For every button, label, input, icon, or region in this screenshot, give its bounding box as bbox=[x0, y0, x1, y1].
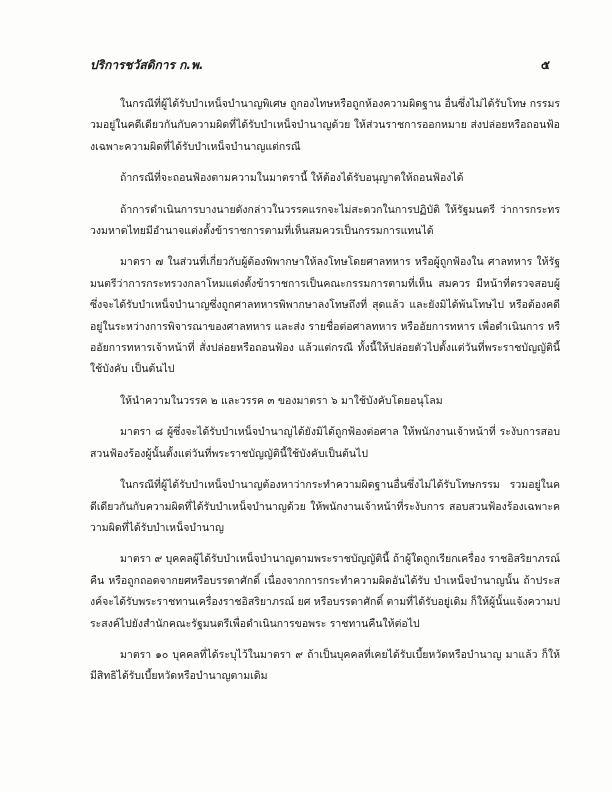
document-body bbox=[90, 94, 560, 688]
page-header bbox=[90, 56, 550, 78]
paragraph: ให้นำความในวรรค ๒ และวรรค ๓ ของมาตรา ๖ มาใช้บังคับโดยอนุโลม bbox=[120, 394, 443, 407]
paragraph-section-8: มาตรา ๘ ผู้ซึ่งจะได้รับบำเหน็จบำนาญได้ยังมิได้ถูกฟ้องต่อศาล ให้พนักงานเจ้าหน้าที่ ระงับการสอบสวนฟ้องร้องผู้นั้นตั้งแต่วันที่พระราชบัญญัตินี้ใช้บังคับเป็นต้นไป bbox=[90, 426, 560, 460]
page-number: ๕ bbox=[540, 58, 550, 72]
paragraph: ในกรณีที่ผู้ได้รับบำเหน็จบำนาญพิเศษ ถูกองไทษหรือถูกห้องความผิดฐาน อื่นซึ่งไม่ได้รับโทษ กรรมรวมอยู่ในคดีเดียวกันกับความผิดที่ได้รับบำเหน็จบำนาญด้วย ให้ส่วนราชการออกหมาย ส่งปล่อยหรือถอนฟ้องเฉพาะความผิดที่ได้รับบำเหน็จบำนาญแต่กรณี bbox=[90, 98, 560, 153]
paragraph-section-9: มาตรา ๙ บุคคลผู้ได้รับบำเหน็จบำนาญตามพระราชบัญญัตินี้ ถ้าผู้ใดถูกเรียกเครื่อง ราชอิสริยาภรณ์คืน หรือถูกถอดจากยศหรือบรรดาศักดิ์ เนื่องจากการกระทำความผิดอันได้รับ บำเหน็จบำนาญนั้น ถ้าประสงค์จะได้รับพระราชทานเครื่องราชอิสริยาภรณ์ ยศ หรือบรรดาศักดิ์ ตามที่ได้รับอยู่เดิม ก็ให้ผู้นั้นแจ้งความประสงค์ไปยังสำนักคณะรัฐมนตรีเพื่อดำเนินการขอพระ ราชทานคืนให้ต่อไป bbox=[90, 553, 560, 630]
paragraph-section-10: มาตรา ๑๐ บุคคลที่ได้ระบุไว้ในมาตรา ๙ ถ้าเป็นบุคคลที่เคยได้รับเบี้ยหวัดหรือบำนาญ มาแล้ว ก็ให้มีสิทธิได้รับเบี้ยหวัดหรือบำนาญตามเดิม bbox=[90, 648, 560, 683]
paragraph: ถ้ากรณีที่จะถอนฟ้องตามความในมาตรานี้ ให้ต้องได้รับอนุญาตให้ถอนฟ้องได้ bbox=[120, 172, 464, 185]
paragraph: ถ้าการดำเนินการบางนายดังกล่าวในวรรคแรกจะไม่สะดวกในการปฏิบัติ ให้รัฐมนตรี ว่าการกระทรวงมหาดไทยมีอำนาจแต่งตั้งข้าราชการตามที่เห็นสมควรเป็นกรรมการแทนได้ bbox=[90, 203, 560, 238]
paragraph-section-7: มาตรา ๗ ในส่วนที่เกี่ยวกับผู้ต้องพิพากษาให้ลงโทษโดยศาลทหาร หรือผู้ถูกฟ้องใน ศาลทหาร ให้รัฐมนตรีว่าการกระทรวงกลาโหมแต่งตั้งข้าราชการเป็นคณะกรรมการตามที่เห็น สมควร มีหน้าที่ตรวจสอบผู้ซึ่งจะได้รับบำเหน็จบำนาญซึ่งถูกศาลทหารพิพากษาลงโทษถึงที่ สุดแล้ว และยังมิได้พ้นโทษไป หรือต้องคดีอยู่ในระหว่างการพิจารณาของศาลทหาร และส่ง รายชื่อต่อศาลทหาร หรืออัยการทหาร เพื่อดำเนินการ หรืออัยการทหารเจ้าหน้าที่ สั่งปล่อยหรือถอนฟ้อง แล้วแต่กรณี ทั้งนี้ให้ปล่อยตัวไปตั้งแต่วันที่พระราชบัญญัตินี้ใช้บังคับ เป็นต้นไป bbox=[90, 256, 560, 376]
paragraph: ในกรณีที่ผู้ได้รับบำเหน็จบำนาญต้องหาว่ากระทำความผิดฐานอื่นซึ่งไม่ได้รับโทษกรรม รวมอยู่ในคดีเดียวกันกับความผิดที่ได้รับบำเหน็จบำนาญด้วย ให้พนักงานเจ้าหน้าที่ระงับการ สอบสวนฟ้องร้องเฉพาะความผิดที่ได้รับบำเหน็จบำนาญ bbox=[90, 479, 560, 534]
header-title: ปริการชวัสดิการ ก.พ. bbox=[90, 58, 204, 72]
